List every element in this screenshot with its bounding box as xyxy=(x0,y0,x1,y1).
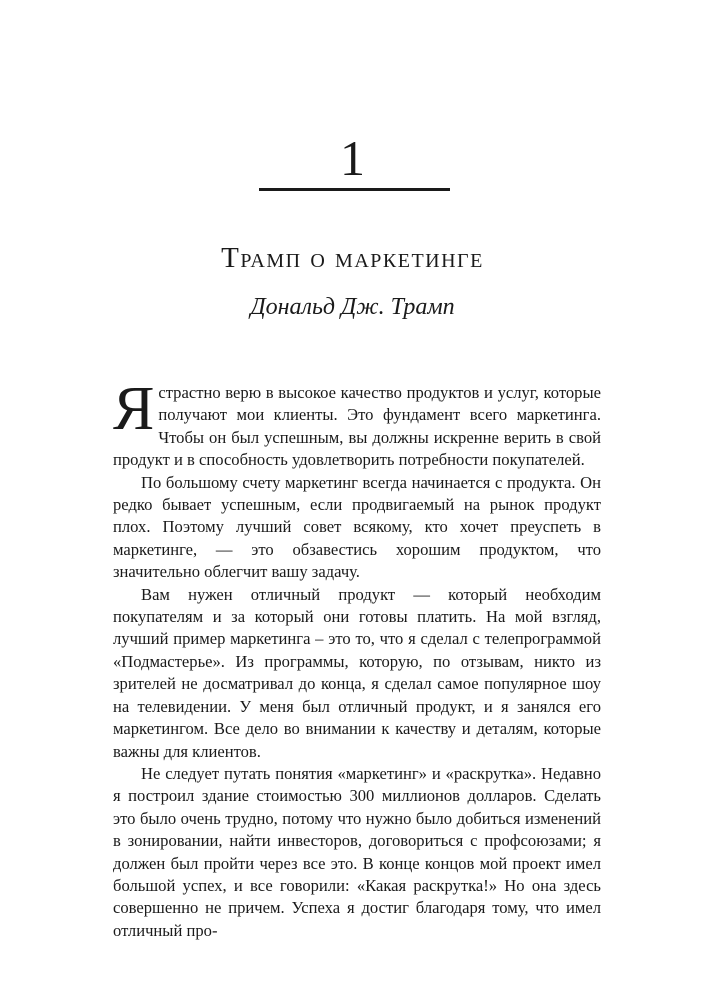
paragraph-1-text: страстно верю в высокое качество продуктов и услуг, которые получают мои клиенты. Это фундамент всего маркетинга. Чтобы он был успешным, вы должны искренне верить в свой продукт и в способность удовлетворить потребности покупателей. xyxy=(113,383,601,470)
chapter-title: Трамп о маркетинге xyxy=(221,242,484,274)
chapter-rule xyxy=(259,188,450,191)
chapter-number: 1 xyxy=(340,130,365,186)
paragraph-1 xyxy=(113,375,601,472)
paragraph-4: Не следует путать понятия «маркетинг» и «раскрутка». Недавно я построил здание стоимостью 300 миллионов долларов. Сделать это было очень трудно, потому что нужно было добиться изменений в зонировании, найти инвесторов, договориться с профсоюзами; я должен был пройти через все это. В конце концов мой проект имел большой успех, и все говорили: «Какая раскрутка!» Но она здесь совершенно не причем. Успеха я достиг благодаря тому, что имел отличный про- xyxy=(113,763,601,940)
drop-cap: Я xyxy=(113,375,155,443)
body-text xyxy=(113,375,601,942)
paragraph-3: Вам нужен отличный продукт — который необходим покупателям и за который они готовы платить. На мой взгляд, лучший пример маркетинга – это то, что я сделал с телепрограммой «Подмастерье». Из программы, которую, по отзывам, никто из зрителей не досматривал до конца, я сделал самое популярное шоу на телевидении. У меня был отличный продукт, и я занялся его маркетингом. Все дело во внимании к качеству и деталям, которые важны для клиентов. xyxy=(113,584,601,761)
paragraph-2: По большому счету маркетинг всегда начинается с продукта. Он редко бывает успешным, если продвигаемый на рынок продукт плох. Поэтому лучший совет всякому, кто хочет преуспеть в маркетинге, — это обзавестись хорошим продуктом, что значительно облегчит вашу задачу. xyxy=(113,472,601,582)
author-name: Дональд Дж. Трамп xyxy=(250,294,455,320)
